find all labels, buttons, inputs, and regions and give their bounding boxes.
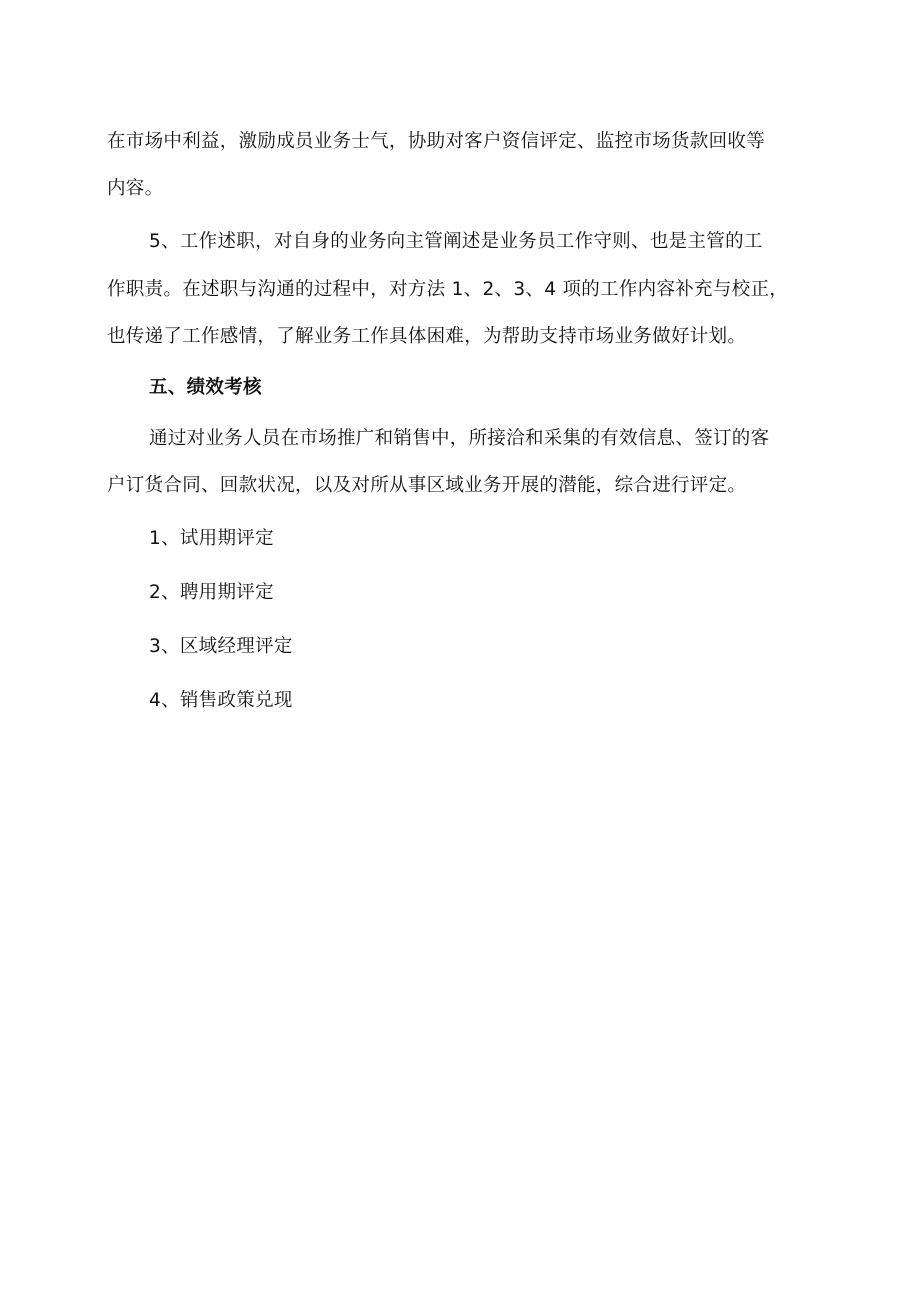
list-item-3: 3、区域经理评定 [149, 636, 293, 657]
list-item-1: 1、试用期评定 [149, 528, 274, 549]
paragraph-continuation-line-2: 内容。 [107, 178, 164, 199]
section-intro-line-1: 通过对业务人员在市场推广和销售中，所接洽和采集的有效信息、签订的客 [149, 428, 770, 449]
list-item-4: 4、销售政策兑现 [149, 690, 293, 711]
list-item-2: 2、聘用期评定 [149, 582, 274, 603]
item5-line-2: 作职责。在述职与沟通的过程中，对方法 1、2、3、4 项的工作内容补充与校正， [107, 279, 789, 300]
paragraph-continuation-line-1: 在市场中利益，激励成员业务士气，协助对客户资信评定、监控市场货款回收等 [107, 131, 766, 152]
item5-line-3: 也传递了工作感情，了解业务工作具体困难，为帮助支持市场业务做好计划。 [107, 326, 747, 347]
section-intro-line-2: 户订货合同、回款状况，以及对所从事区域业务开展的潜能，综合进行评定。 [107, 475, 747, 496]
item5-line-1: 5、工作述职，对自身的业务向主管阐述是业务员工作守则、也是主管的工 [149, 231, 763, 252]
section-heading: 五、绩效考核 [149, 377, 262, 398]
